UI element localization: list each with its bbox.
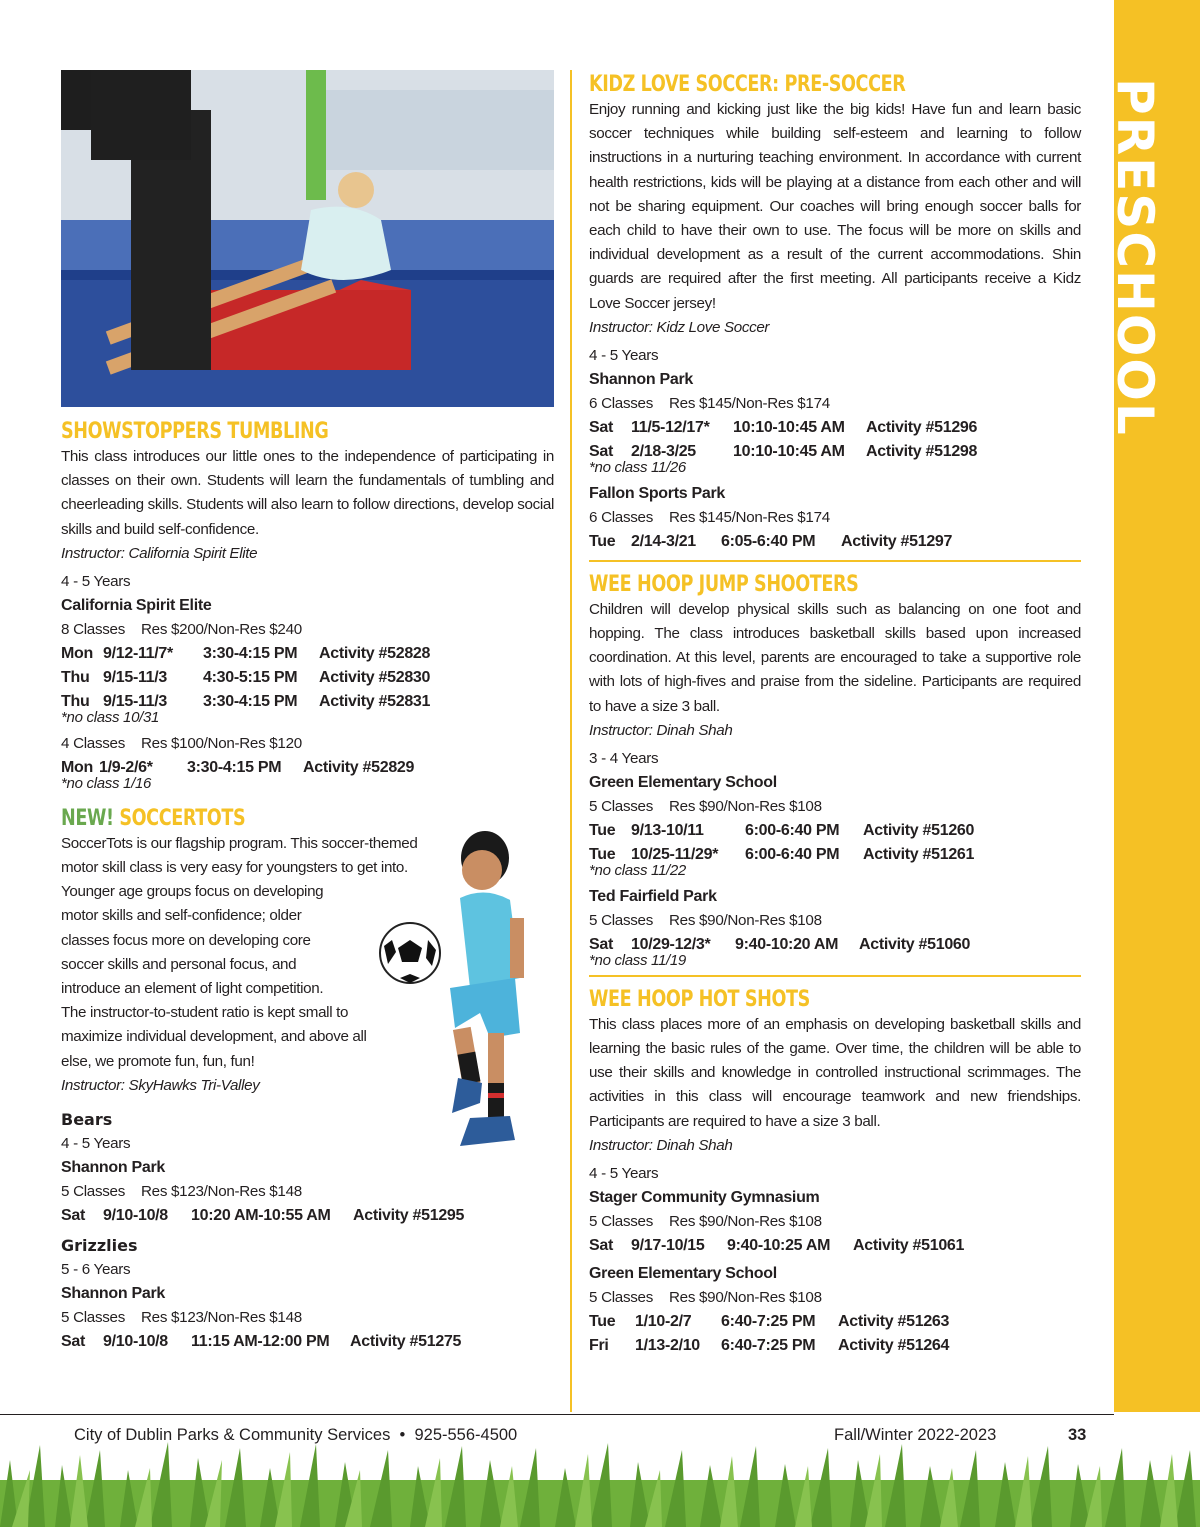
group-bears: Bears [61,1109,113,1129]
kidz-title: KIDZ LOVE SOCCER: PRE-SOCCER [589,72,906,97]
kidz-fee-2: 6 Classes Res $145/Non-Res $174 [589,508,830,526]
schedule-row: Sat 2/18-3/25 10:10-10:45 AM Activity #51298 [589,442,978,460]
kidz-location-1: Shannon Park [589,370,693,388]
showstoppers-fee-2: 4 Classes Res $100/Non-Res $120 [61,734,302,752]
kidz-ages: 4 - 5 Years [589,346,659,364]
schedule-row: Tue 1/10-2/7 6:40-7:25 PM Activity #51263 [589,1312,950,1330]
schedule-row: Sat 9/10-10/8 10:20 AM-10:55 AM Activity #51295 [61,1206,465,1224]
column-divider [570,70,572,1412]
soccertots-instructor: Instructor: SkyHawks Tri-Valley [61,1076,260,1094]
jump-description: Children will develop physical skills such as balancing on one foot and hopping. The class introduces basketball skills based upon increased coordination. At this level, parents are encouraged to take a supportive role with lots of high-fives and praise from the sideline. Participants are required to have a size 3 ball. [589,600,1081,715]
showstoppers-note-1: *no class 10/31 [61,708,160,726]
page-number: 33 [1068,1426,1087,1444]
jump-title: WEE HOOP JUMP SHOOTERS [589,571,859,597]
soccer-kid-photo [370,828,530,1158]
schedule-row: Mon 1/9-2/6* 3:30-4:15 PM Activity #52829 [61,758,415,776]
new-label: NEW! [61,805,114,831]
showstoppers-location: California Spirit Elite [61,596,212,614]
hot-location-1: Stager Community Gymnasium [589,1188,820,1206]
showstoppers-title: SHOWSTOPPERS TUMBLING [61,419,329,444]
schedule-row: Fri 1/13-2/10 6:40-7:25 PM Activity #51264 [589,1336,950,1354]
group-grizzlies: Grizzlies [61,1235,138,1255]
soccertots-title: NEW! SOCCERTOTS [61,805,246,831]
grass-border [0,1440,1200,1527]
soccertots-description: SoccerTots is our flagship program. This soccer-themed motor skill class is very easy for youngsters to get into. Younger age groups focus on developing motor skills and self-confidence; older classes focus more on developing core soccer skills and personal focus, and introduce an element of light competition. The instructor-to-student ratio is kept small to maximize individual development, and above all else, we promote fun, fun, fun! [61,834,418,1070]
kidz-fee-1: 6 Classes Res $145/Non-Res $174 [589,394,830,412]
section-rule [589,560,1081,562]
showstoppers-note-2: *no class 1/16 [61,774,152,792]
section-tab-label: PRESCHOOL [1106,78,1164,437]
grizzlies-fee: 5 Classes Res $123/Non-Res $148 [61,1308,302,1326]
hot-fee-1: 5 Classes Res $90/Non-Res $108 [589,1212,822,1230]
jump-note-1: *no class 11/22 [589,861,686,879]
kidz-location-2: Fallon Sports Park [589,484,725,502]
tumbling-photo [61,70,554,407]
schedule-row: Thu 9/15-11/3 3:30-4:15 PM Activity #52831 [61,692,431,710]
schedule-row: Sat 11/5-12/17* 10:10-10:45 AM Activity #51296 [589,418,978,436]
jump-location-1: Green Elementary School [589,773,777,791]
jump-location-2: Ted Fairfield Park [589,887,717,905]
showstoppers-description: This class introduces our little ones to the independence of participating in classes on their own. Students will learn the fundamentals of tumbling and cheerleading skills. Students will also learn to follow directions, develop social skills and build self-confidence. [61,448,555,538]
grizzlies-ages: 5 - 6 Years [61,1260,131,1278]
schedule-row: Tue 2/14-3/21 6:05-6:40 PM Activity #51297 [589,532,953,550]
jump-fee-2: 5 Classes Res $90/Non-Res $108 [589,911,822,929]
bears-location: Shannon Park [61,1158,165,1176]
right-column [589,70,1081,1358]
tumbling-photo-illustration [61,70,554,407]
bears-ages: 4 - 5 Years [61,1134,131,1152]
hot-description: This class places more of an emphasis on developing basketball skills and learning the basic rules of the game. Over time, the children will be able to use their skills and knowledge in controlled instructional scrimmages. The activities in this class will encourage teamwork and new friendships. Participants are required to have a size 3 ball. [589,1015,1081,1130]
schedule-row: Tue 9/13-10/11 6:00-6:40 PM Activity #51260 [589,821,975,839]
schedule-row: Sat 9/10-10/8 11:15 AM-12:00 PM Activity #51275 [61,1332,462,1350]
jump-ages: 3 - 4 Years [589,749,659,767]
jump-instructor: Instructor: Dinah Shah [589,721,733,739]
grizzlies-location: Shannon Park [61,1284,165,1302]
schedule-row: Sat 10/29-12/3* 9:40-10:20 AM Activity #51060 [589,935,971,953]
kidz-note: *no class 11/26 [589,458,686,476]
schedule-row: Thu 9/15-11/3 4:30-5:15 PM Activity #52830 [61,668,431,686]
left-column [61,70,554,1354]
jump-note-2: *no class 11/19 [589,951,686,969]
kidz-description: Enjoy running and kicking just like the big kids! Have fun and learn basic soccer techniques while building self-esteem and learning to follow instructions in a nurturing teaching environment. In accordance with current health restrictions, kids will be playing at a distance from each other and will not be sharing equipment. Our coaches will bring enough soccer balls for each child to have their own to use. The focus will be more on skills and individual development as a result of the current accommodations. Shin guards are required after the first meeting. All participants receive a Kidz Love Soccer jersey! [589,101,1081,312]
bears-fee: 5 Classes Res $123/Non-Res $148 [61,1182,302,1200]
hot-fee-2: 5 Classes Res $90/Non-Res $108 [589,1288,822,1306]
hot-ages: 4 - 5 Years [589,1164,659,1182]
hot-location-2: Green Elementary School [589,1264,777,1282]
hot-instructor: Instructor: Dinah Shah [589,1136,733,1154]
hot-title: WEE HOOP HOT SHOTS [589,986,810,1012]
showstoppers-fee-1: 8 Classes Res $200/Non-Res $240 [61,620,302,638]
schedule-row: Mon 9/12-11/7* 3:30-4:15 PM Activity #52828 [61,644,431,662]
showstoppers-ages: 4 - 5 Years [61,572,131,590]
schedule-row: Sat 9/17-10/15 9:40-10:25 AM Activity #51061 [589,1236,965,1254]
section-rule [589,975,1081,977]
kidz-instructor: Instructor: Kidz Love Soccer [589,318,770,336]
showstoppers-instructor: Instructor: California Spirit Elite [61,544,258,562]
footer-org: City of Dublin Parks & Community Services • 925-556-4500 [74,1426,518,1444]
schedule-row: Tue 10/25-11/29* 6:00-6:40 PM Activity #51261 [589,845,975,863]
footer-season: Fall/Winter 2022-2023 [834,1426,997,1444]
jump-fee-1: 5 Classes Res $90/Non-Res $108 [589,797,822,815]
footer-rule [0,1414,1114,1415]
